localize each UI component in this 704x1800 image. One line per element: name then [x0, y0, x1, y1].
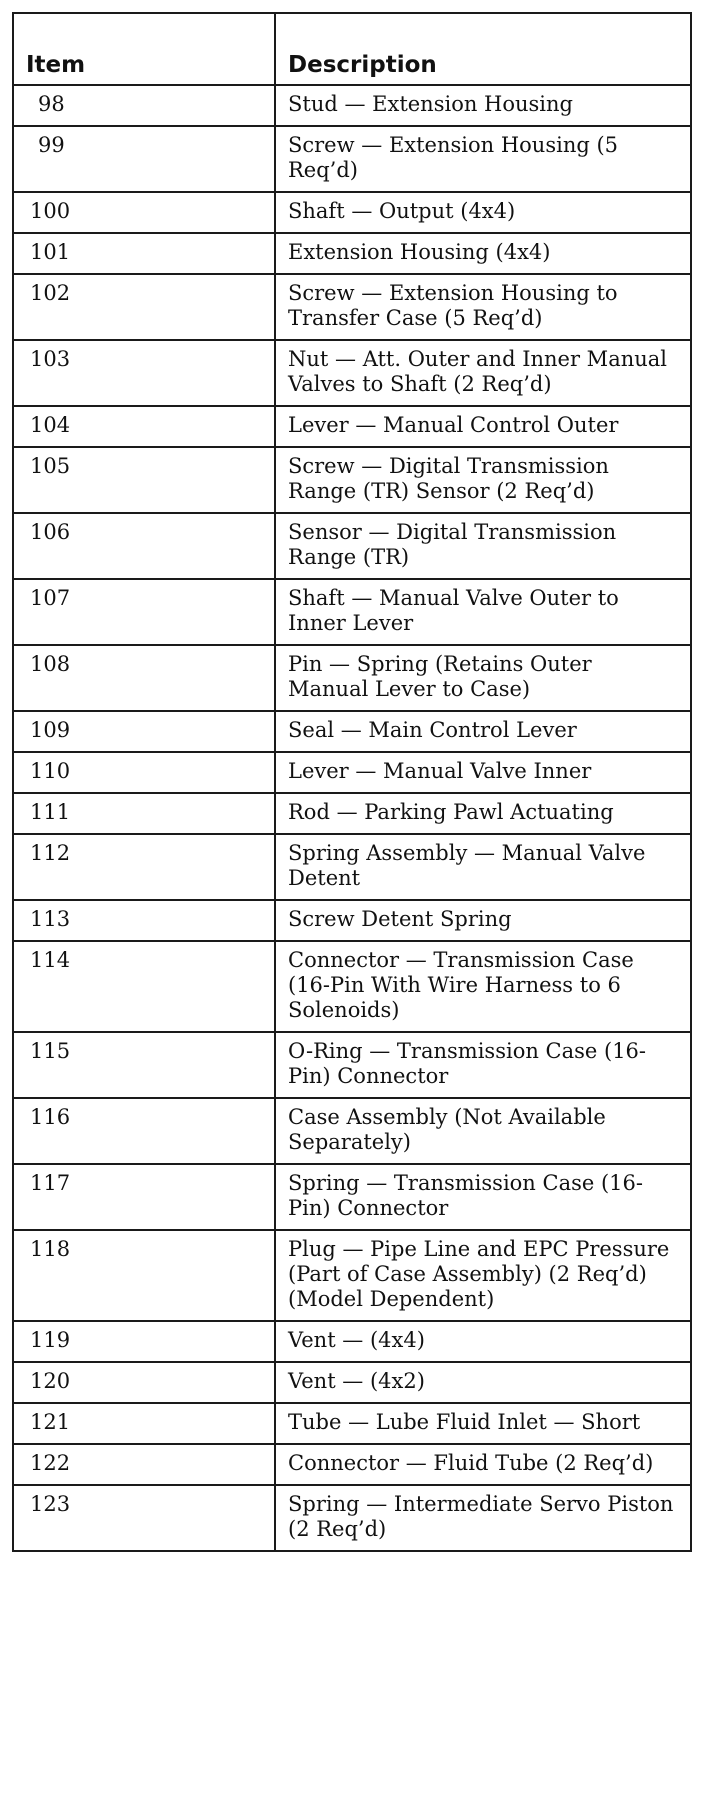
- table-row: [13, 941, 691, 1032]
- table-row: [13, 1362, 691, 1403]
- table-row: [13, 274, 691, 340]
- table-row: [13, 711, 691, 752]
- item-description: Shaft — Manual Valve Outer to Inner Lever: [275, 579, 691, 645]
- table-row: [13, 834, 691, 900]
- item-number: 116: [13, 1098, 275, 1164]
- item-description: O-Ring — Transmission Case (16-Pin) Connector: [275, 1032, 691, 1098]
- item-description: Screw Detent Spring: [275, 900, 691, 941]
- table-row: [13, 1485, 691, 1551]
- item-number: 110: [13, 752, 275, 793]
- item-number: 109: [13, 711, 275, 752]
- item-number: 121: [13, 1403, 275, 1444]
- table-row: [13, 1164, 691, 1230]
- item-number: 114: [13, 941, 275, 1032]
- item-description: Screw — Extension Housing to Transfer Case (5 Req’d): [275, 274, 691, 340]
- item-description: Lever — Manual Valve Inner: [275, 752, 691, 793]
- table-row: [13, 645, 691, 711]
- item-description: Extension Housing (4x4): [275, 233, 691, 274]
- item-description: Lever — Manual Control Outer: [275, 406, 691, 447]
- table-row: [13, 752, 691, 793]
- item-description: Connector — Fluid Tube (2 Req’d): [275, 1444, 691, 1485]
- header-row: [13, 13, 691, 85]
- item-description: Spring — Transmission Case (16-Pin) Connector: [275, 1164, 691, 1230]
- table-row: [13, 126, 691, 192]
- item-description: Case Assembly (Not Available Separately): [275, 1098, 691, 1164]
- item-number: 123: [13, 1485, 275, 1551]
- item-number: 104: [13, 406, 275, 447]
- item-number: 112: [13, 834, 275, 900]
- item-description: Sensor — Digital Transmission Range (TR): [275, 513, 691, 579]
- table-row: [13, 1032, 691, 1098]
- item-number: 113: [13, 900, 275, 941]
- item-number: 117: [13, 1164, 275, 1230]
- table-row: [13, 1403, 691, 1444]
- item-number: 122: [13, 1444, 275, 1485]
- table-row: [13, 340, 691, 406]
- item-description: Screw — Digital Transmission Range (TR) Sensor (2 Req’d): [275, 447, 691, 513]
- item-description: Pin — Spring (Retains Outer Manual Lever to Case): [275, 645, 691, 711]
- item-description: Seal — Main Control Lever: [275, 711, 691, 752]
- table-row: [13, 1098, 691, 1164]
- table-row: [13, 900, 691, 941]
- item-number: 100: [13, 192, 275, 233]
- item-description: Vent — (4x2): [275, 1362, 691, 1403]
- item-number: 99: [13, 126, 275, 192]
- item-number: 102: [13, 274, 275, 340]
- item-number: 101: [13, 233, 275, 274]
- parts-list-sheet: [12, 12, 704, 1552]
- table-row: [13, 579, 691, 645]
- item-number: 111: [13, 793, 275, 834]
- item-number: 118: [13, 1230, 275, 1321]
- table-row: [13, 1444, 691, 1485]
- parts-table: [12, 12, 692, 1552]
- item-description: Stud — Extension Housing: [275, 85, 691, 126]
- item-number: 119: [13, 1321, 275, 1362]
- table-row: [13, 192, 691, 233]
- item-number: 120: [13, 1362, 275, 1403]
- item-description: Spring — Intermediate Servo Piston (2 Req’d): [275, 1485, 691, 1551]
- item-description: Shaft — Output (4x4): [275, 192, 691, 233]
- item-number: 103: [13, 340, 275, 406]
- item-number: 115: [13, 1032, 275, 1098]
- item-number: 105: [13, 447, 275, 513]
- table-row: [13, 85, 691, 126]
- item-description: Rod — Parking Pawl Actuating: [275, 793, 691, 834]
- item-description: Connector — Transmission Case (16-Pin With Wire Harness to 6 Solenoids): [275, 941, 691, 1032]
- table-row: [13, 233, 691, 274]
- table-row: [13, 513, 691, 579]
- item-column-header: Item: [13, 13, 275, 85]
- description-column-header: Description: [275, 13, 691, 85]
- item-description: Spring Assembly — Manual Valve Detent: [275, 834, 691, 900]
- table-row: [13, 447, 691, 513]
- table-row: [13, 793, 691, 834]
- item-number: 107: [13, 579, 275, 645]
- item-description: Plug — Pipe Line and EPC Pressure (Part of Case Assembly) (2 Req’d) (Model Dependent): [275, 1230, 691, 1321]
- item-number: 98: [13, 85, 275, 126]
- item-description: Vent — (4x4): [275, 1321, 691, 1362]
- item-description: Screw — Extension Housing (5 Req’d): [275, 126, 691, 192]
- item-number: 106: [13, 513, 275, 579]
- table-row: [13, 1321, 691, 1362]
- item-description: Nut — Att. Outer and Inner Manual Valves to Shaft (2 Req’d): [275, 340, 691, 406]
- item-number: 108: [13, 645, 275, 711]
- table-row: [13, 406, 691, 447]
- item-description: Tube — Lube Fluid Inlet — Short: [275, 1403, 691, 1444]
- table-row: [13, 1230, 691, 1321]
